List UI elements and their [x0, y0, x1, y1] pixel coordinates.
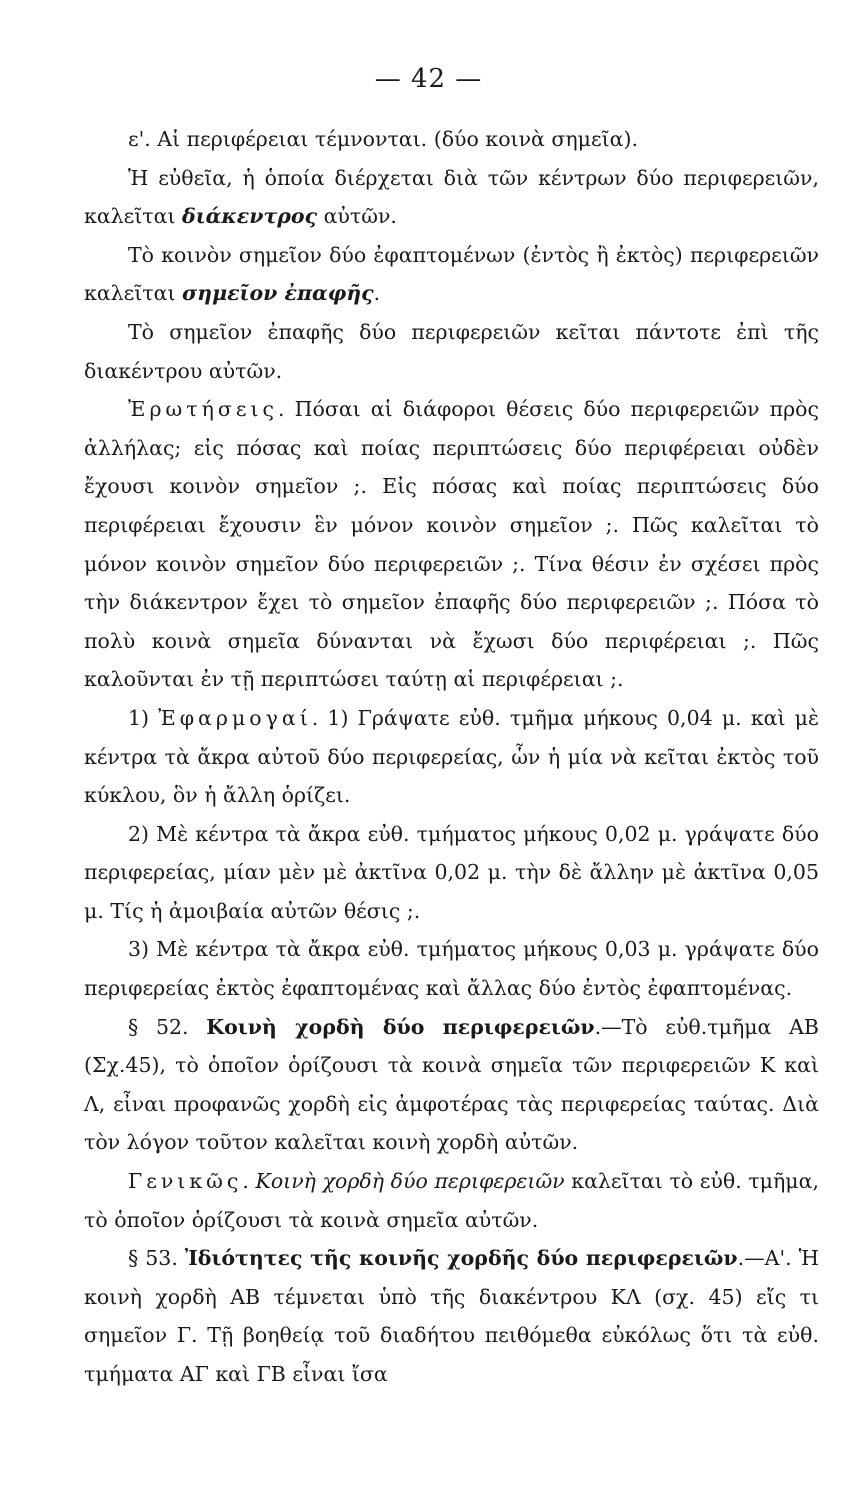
text-run: 2) Μὲ κέντρα τὰ ἄκρα εὐθ. τμήματος μήκους 0,02 μ. γράψατε δύο περιφερείας, μίαν μὲν μὲ ἀκτῖνα 0,02 μ. τὴν δὲ ἄλλην μὲ ἀκτῖνα 0,05 μ. Τίς ἡ ἀμοιβαία αὐτῶν θέσις ;. — [84, 821, 819, 923]
text-run: Γενικῶς — [128, 1169, 243, 1194]
paragraph-p2 — [84, 159, 819, 236]
text-run: Ἐρωτήσεις — [128, 397, 279, 422]
text-run: Κοινὴ χορδὴ δύο περιφερειῶν — [206, 1014, 595, 1039]
text-run: διάκεντρος — [182, 204, 318, 229]
paragraph-p6 — [84, 699, 819, 815]
text-run: § 52. — [128, 1014, 207, 1039]
text-run: 3) Μὲ κέντρα τὰ ἄκρα εὐθ. τμήματος μήκους 0,03 μ. γράψατε δύο περιφερείας ἐκτὸς ἐφαπτομένας καὶ ἄλλας δύο ἐντὸς ἐφαπτομένας. — [84, 937, 819, 1001]
paragraph-p7 — [84, 815, 819, 931]
text-run: § 53. — [128, 1246, 185, 1271]
paragraph-p11 — [84, 1239, 819, 1393]
text-run: αὐτῶν. — [317, 204, 397, 229]
text-run: .—Τὸ εὐθ.τμῆμα ΑΒ (Σχ.45), τὸ ὁποῖον ὁρίζουσι τὰ κοινὰ σημεῖα τῶν περιφερειῶν Κ καὶ Λ, εἶναι προφανῶς χορδὴ εἰς ἀμφοτέρας τὰς περιφερείας ταύτας. Διὰ τὸν λόγον τοῦτον καλεῖται κοινὴ χορδὴ αὐτῶν. — [84, 1014, 819, 1155]
text-run: Τὸ σημεῖον ἐπαφῆς δύο περιφερειῶν κεῖται πάντοτε ἐπὶ τῆς διακέντρου αὐτῶν. — [84, 319, 819, 383]
text-run: Ἐφαρμογαί — [158, 705, 312, 730]
text-run: Ἰδιότητες τῆς κοινῆς χορδῆς δύο περιφερειῶν — [184, 1246, 738, 1271]
paragraph-p4 — [84, 313, 819, 390]
paragraph-p5 — [84, 390, 819, 699]
paragraph-p1 — [84, 120, 819, 159]
text-run: . — [373, 281, 381, 306]
text-run: ε'. Αἱ περιφέρειαι τέμνονται. (δύο κοινὰ σημεῖα). — [128, 127, 639, 151]
body-text — [84, 120, 819, 1394]
text-run: σημεῖον ἐπαφῆς — [182, 281, 374, 306]
text-run: καλεῖται τὸ εὐθ. τμῆμα, τὸ ὁποῖον ὁρίζουσι τὰ κοινὰ σημεῖα αὐτῶν. — [84, 1169, 819, 1232]
paragraph-p10 — [84, 1162, 819, 1239]
text-run: 1) — [128, 705, 159, 730]
text-run: Κοινὴ χορδὴ δύο περιφερειῶν — [255, 1169, 565, 1194]
paragraph-p8 — [84, 930, 819, 1007]
text-run: .—Α'. Ἡ κοινὴ χορδὴ ΑΒ τέμνεται ὑπὸ τῆς διακέντρου ΚΛ (σχ. 45) εἴς τι σημεῖον Γ. Τῇ βοηθείᾳ τοῦ διαδήτου πειθόμεθα εὐκόλως ὅτι τὰ εὐθ. τμήματα ΑΓ καὶ ΓΒ εἶναι ἴσα — [84, 1246, 819, 1386]
paragraph-p9 — [84, 1008, 819, 1162]
text-run: Τὸ κοινὸν σημεῖον δύο ἐφαπτομένων (ἐντὸς ἢ ἐκτὸς) περιφερειῶν καλεῖται — [84, 242, 819, 306]
text-run: . 1) Γράψατε εὐθ. τμῆμα μήκους 0,04 μ. καὶ μὲ κέντρα τὰ ἄκρα αὐτοῦ δύο περιφερείας, ὧν ἡ μία νὰ κεῖται ἐκτὸς τοῦ κύκλου, ὃν ἡ ἄλλη ὁρίζει. — [84, 705, 819, 808]
page-number: — 42 — — [374, 64, 483, 94]
paragraph-p3 — [84, 236, 819, 313]
text-run: . — [242, 1169, 256, 1194]
text-run: Ἡ εὐθεῖα, ἡ ὁποία διέρχεται διὰ τῶν κέντρων δύο περιφερειῶν, καλεῖται — [84, 165, 819, 229]
text-run: . Πόσαι αἱ διάφοροι θέσεις δύο περιφερειῶν πρὸς ἀλλήλας; εἰς πόσας καὶ ποίας περιπτώσεις δύο περιφέρειαι οὐδὲν ἔχουσι κοινὸν σημεῖον ;. Εἰς πόσας καὶ ποίας περιπτώσεις δύο περιφέρειαι ἔχουσιν ἓν μόνον κοινὸν σημεῖον ;. Πῶς καλεῖται τὸ μόνον κοινὸν σημεῖον δύο περιφερειῶν ;. Τίνα θέσιν ἐν σχέσει πρὸς τὴν διάκεντρον ἔχει τὸ σημεῖον ἐπαφῆς δύο περιφερειῶν ;. Πόσα τὸ πολὺ κοινὰ σημεῖα δύνανται νὰ ἔχωσι δύο περιφέρειαι ;. Πῶς καλοῦνται ἐν τῇ περιπτώσει ταύτῃ αἱ περιφέρειαι ;. — [84, 397, 819, 692]
